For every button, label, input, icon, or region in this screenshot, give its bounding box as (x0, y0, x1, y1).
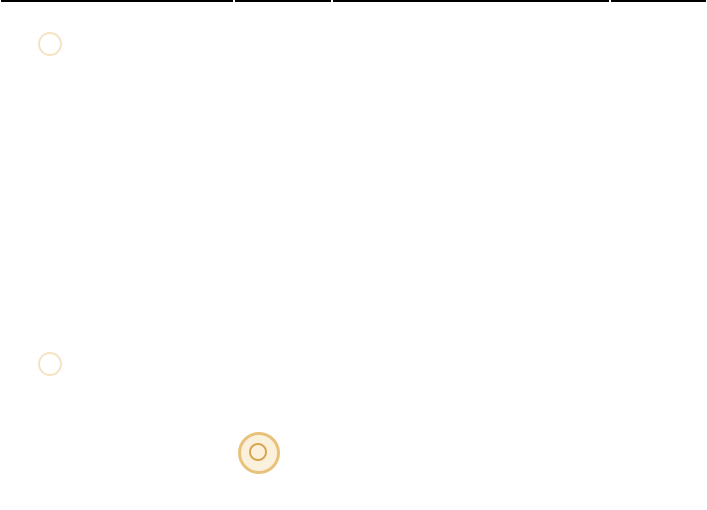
seal-stamp-icon (238, 432, 280, 474)
borrower-column (333, 0, 609, 2)
guarantors-column (1, 0, 233, 2)
loan-number-column (611, 0, 706, 2)
seal-stamp-icon (38, 352, 62, 376)
amount-column (235, 0, 331, 2)
seal-stamp-icon (38, 32, 62, 56)
